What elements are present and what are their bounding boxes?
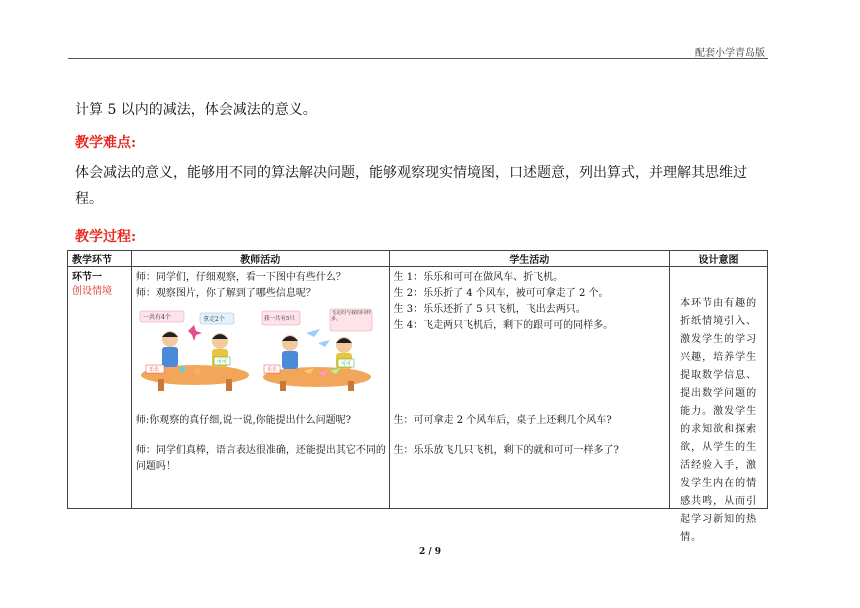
student-s3: 生 3：乐乐还折了 5 只飞机，飞出去两只。 <box>393 304 586 315</box>
student-cell <box>389 267 670 509</box>
child-hair <box>282 336 298 341</box>
illustration-windmills <box>138 307 253 391</box>
child-hair <box>162 332 178 337</box>
student-s1: 生 1：乐乐和可可在做风车、折飞机。 <box>393 272 564 283</box>
page-number: 2 / 9 <box>418 547 442 557</box>
goal-text: 计算 5 以内的减法，体会减法的意义。 <box>75 102 317 118</box>
name-label: 可可 <box>216 359 227 365</box>
table-leg <box>226 379 232 391</box>
process-heading: 教学过程: <box>75 229 137 245</box>
bubble-text: 拿走2个 <box>202 316 225 323</box>
student-a2: 生：乐乐放飞几只飞机，剩下的就和可可一样多了? <box>393 445 619 456</box>
table-leg <box>158 379 164 391</box>
table-leg <box>348 381 354 391</box>
bubble-text: 一共有4个 <box>142 314 171 321</box>
header-segment: 教学环节 <box>68 251 132 267</box>
teacher-q4: 师：同学们真棒，语言表达很准确，还能提出其它不同的问题吗！ <box>135 445 386 472</box>
table-row <box>68 267 768 509</box>
lesson-table <box>67 250 768 543</box>
illustration-airplanes <box>260 307 375 391</box>
design-intent: 本环节由有趣的折纸情境引入、激发学生的学习兴趣，培养学生提取数学信息、提出数学问题的能力。激发学生的求知欲和探索欲，从学生的生活经验入手，激发学生内在的情感共鸣，从而引起学习新知的热情。 <box>680 298 758 543</box>
teacher-q1: 师：同学们，仔细观察，看一下图中有些什么？ <box>135 272 346 283</box>
bubble-text: 飞走的与我的同样多。 <box>330 310 371 322</box>
child-body <box>162 347 178 367</box>
segment-sub: 创设情境 <box>72 286 112 297</box>
header-student: 学生活动 <box>389 251 670 267</box>
difficulty-heading: 教学难点: <box>75 135 137 151</box>
segment-cell <box>68 267 132 509</box>
name-label: 可可 <box>340 361 351 367</box>
teacher-cell <box>131 267 389 509</box>
name-label: 乐乐 <box>148 367 159 373</box>
edition-label: 配套小学青岛版 <box>695 48 765 59</box>
header-divider <box>68 58 768 59</box>
header-teacher: 教师活动 <box>131 251 389 267</box>
teacher-q3: 师:你观察的真仔细,说一说,你能提出什么问题呢? <box>135 415 352 426</box>
design-cell <box>670 267 768 543</box>
student-s2: 生 2：乐乐折了 4 个风车，被可可拿走了 2 个。 <box>393 288 609 299</box>
header-design: 设计意图 <box>670 251 768 267</box>
bubble-text: 我一共有5只 <box>263 316 295 322</box>
table-leg <box>280 381 286 391</box>
child-body <box>282 351 298 369</box>
difficulty-text: 体会减法的意义，能够用不同的算法解决问题，能够观察现实情境图，口述题意，列出算式，并理解其思维过程。 <box>75 165 747 207</box>
student-a1: 生：可可拿走 2 个风车后，桌子上还剩几个风车? <box>393 415 612 426</box>
student-s4: 生 4：飞走两只飞机后，剩下的跟可可的同样多。 <box>393 320 614 331</box>
table-header-row <box>68 251 768 267</box>
paper-plane-icon <box>306 329 320 337</box>
child-hair <box>336 338 352 343</box>
segment-name: 环节一 <box>72 272 102 283</box>
paper-plane-icon <box>318 340 330 347</box>
name-label: 乐乐 <box>266 367 277 373</box>
child-hair <box>212 334 228 339</box>
windmill-icon <box>188 325 202 341</box>
teacher-q2: 师：观察图片，你了解到了哪些信息呢？ <box>135 288 316 299</box>
